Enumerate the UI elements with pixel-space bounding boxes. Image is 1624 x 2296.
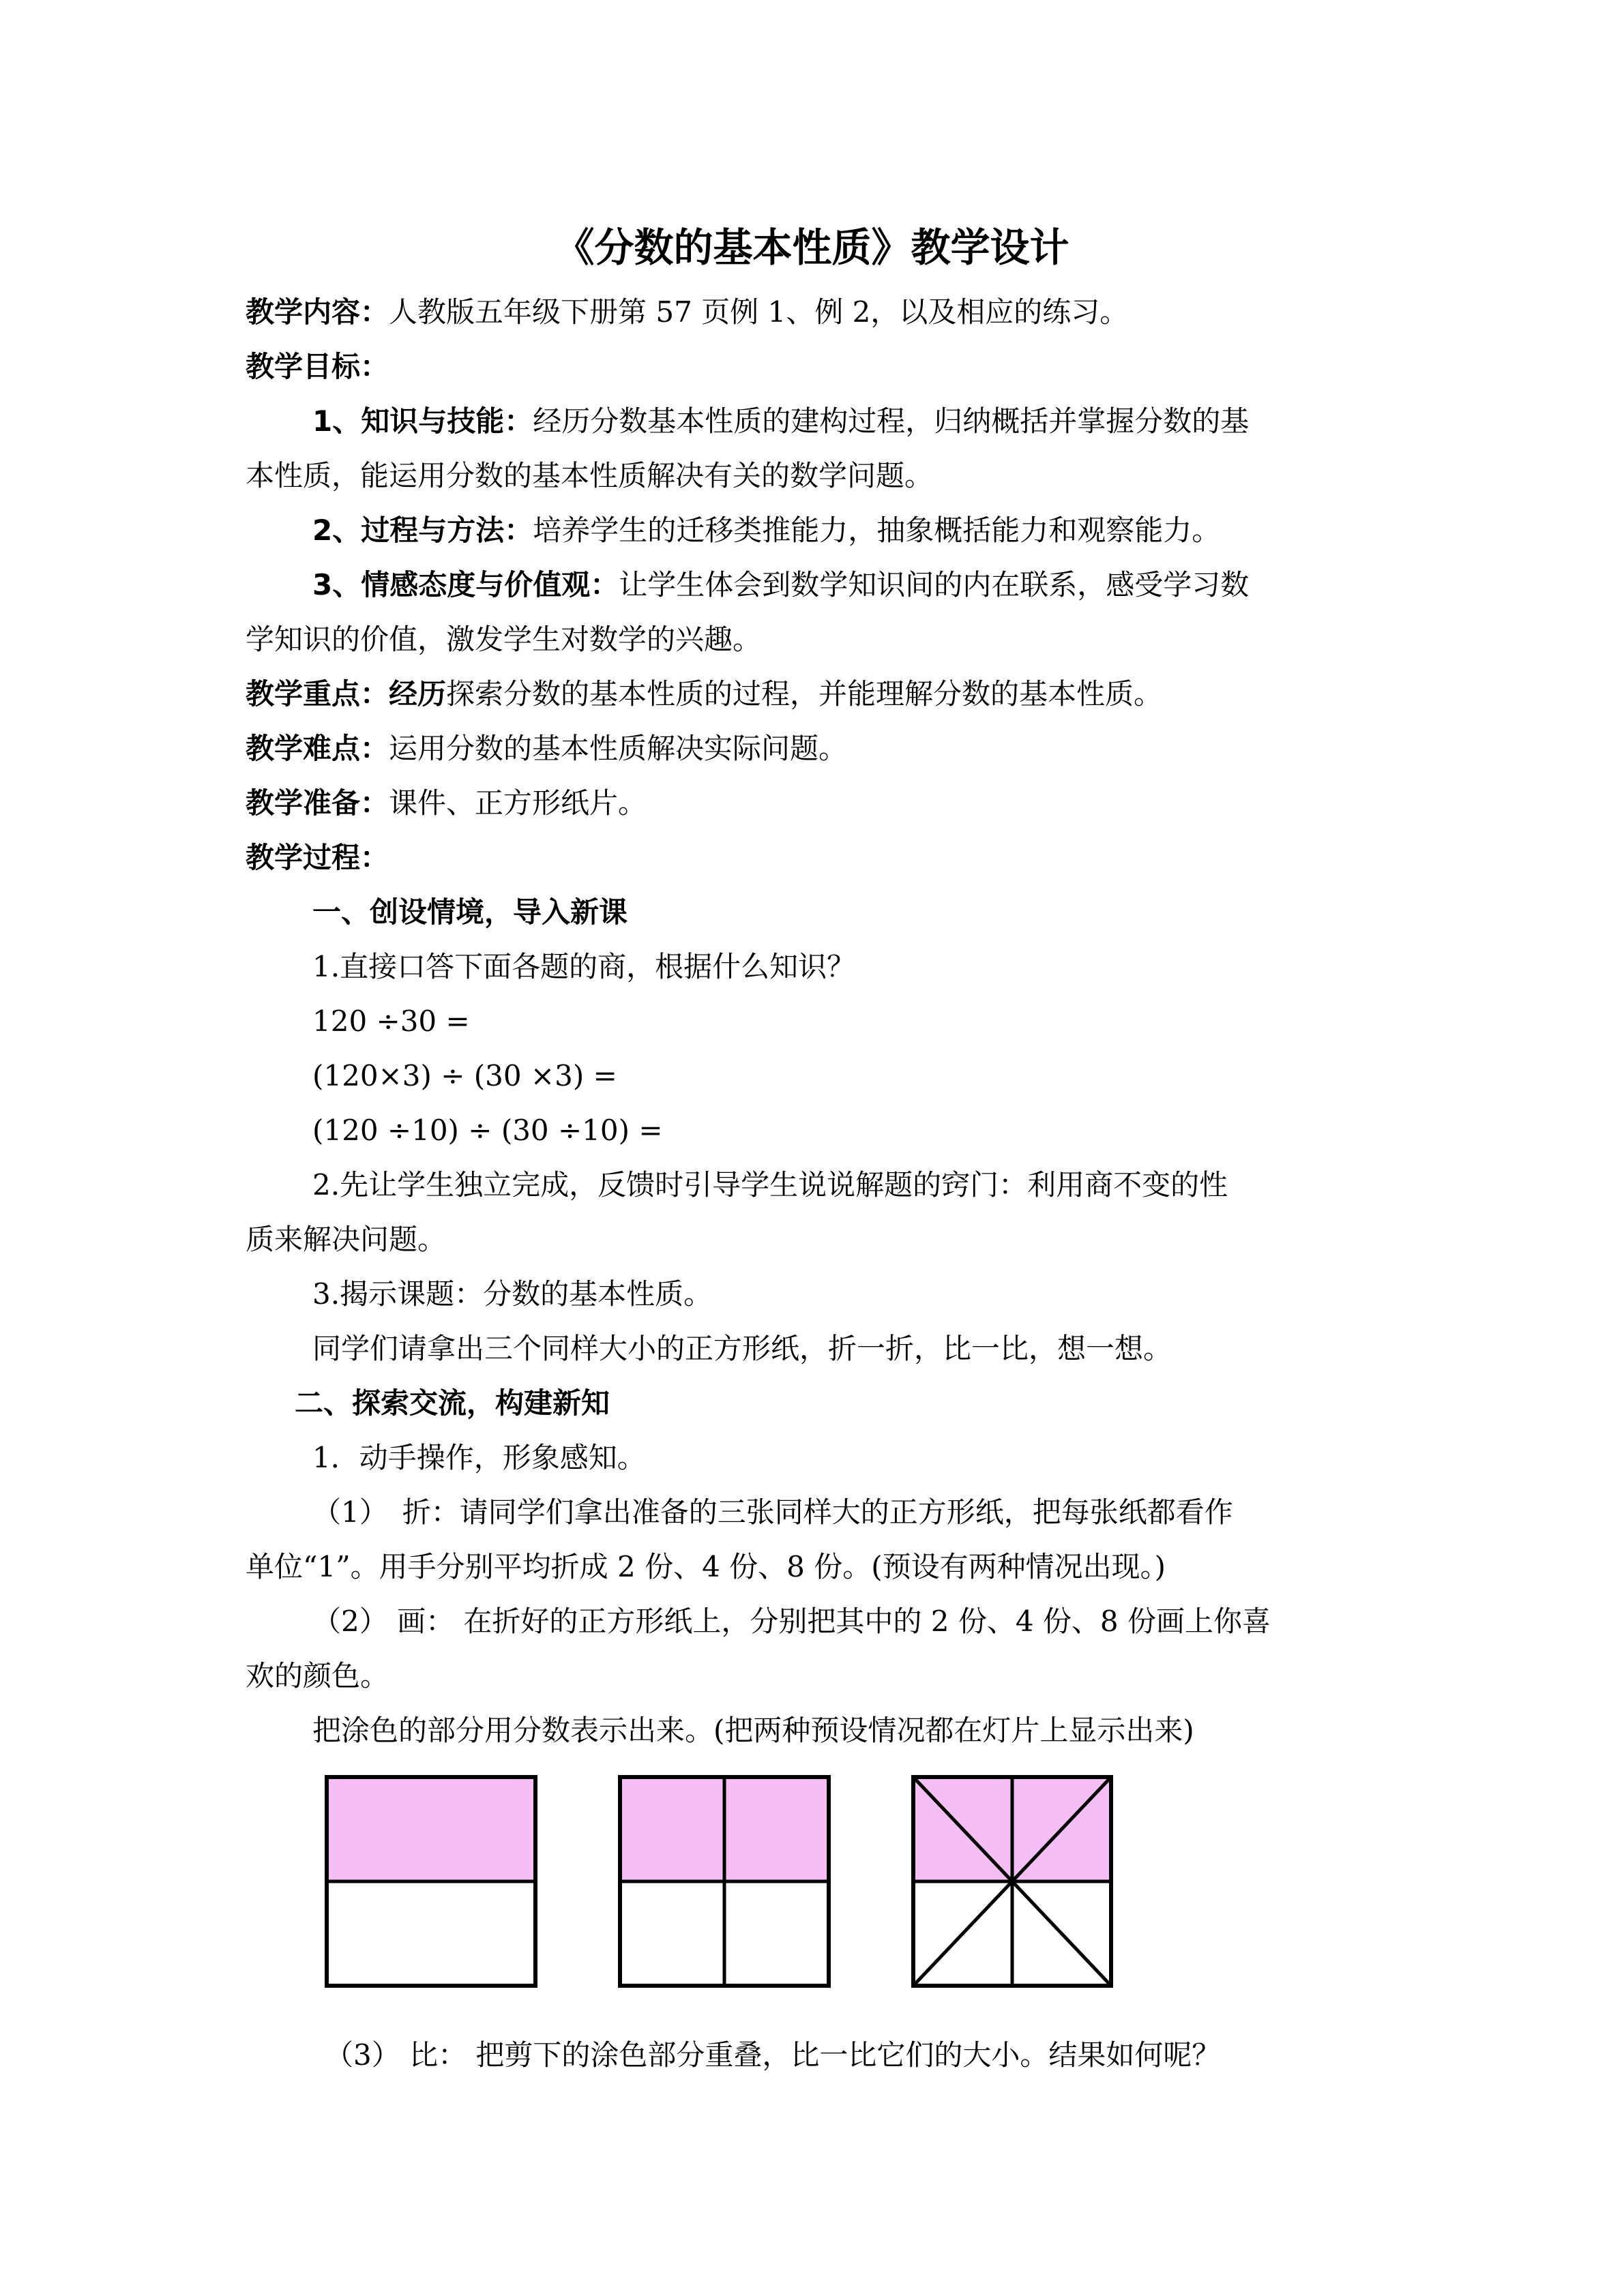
- section1-q3: 3.揭示课题：分数的基本性质。: [312, 1277, 713, 1311]
- section2-fold-b: 单位“1”。用手分别平均折成 2 份、4 份、8 份。(预设有两种情况出现。): [246, 1550, 1166, 1583]
- section1-q1: 1.直接口答下面各题的商，根据什么知识？: [312, 950, 856, 983]
- goal3-line2: 学知识的价值，激发学生对数学的兴趣。: [246, 623, 762, 656]
- content-label: 教学内容：: [246, 295, 389, 329]
- prep-text: 课件、正方形纸片。: [389, 786, 647, 820]
- section2-heading: 二、探索交流，构建新知: [295, 1386, 610, 1420]
- figure-quarters: [618, 1775, 831, 1988]
- section2-draw-b: 欢的颜色。: [246, 1659, 389, 1693]
- section1-eq2: (120×3) ÷ (30 ×3) =: [312, 1059, 617, 1092]
- section2-compare: （3） 比： 把剪下的涂色部分重叠，比一比它们的大小。结果如何呢？: [325, 2038, 1221, 2072]
- halves-shaded-part: [327, 1777, 535, 1881]
- section1-heading: 一、创设情境，导入新课: [312, 895, 628, 929]
- content-text: 人教版五年级下册第 57 页例 1、例 2，以及相应的练习。: [389, 295, 1129, 329]
- section2-draw-a: （2） 画： 在折好的正方形纸上，分别把其中的 2 份、4 份、8 份画上你喜: [312, 1605, 1271, 1638]
- goal1-line1: [312, 402, 1249, 441]
- goal1-text1: 经历分数基本性质的建构过程，归纳概括并掌握分数的基: [533, 404, 1250, 438]
- section2-show: 把涂色的部分用分数表示出来。(把两种预设情况都在灯片上显示出来): [312, 1714, 1194, 1747]
- key-line: [246, 675, 1162, 713]
- figure-halves: [325, 1775, 537, 1988]
- difficulty-label: 教学难点：: [246, 732, 389, 765]
- goal3-line1: [312, 566, 1249, 604]
- prep-line: [246, 784, 647, 822]
- goal2-label: 2、过程与方法：: [312, 513, 533, 547]
- goal1-line2: 本性质，能运用分数的基本性质解决有关的数学问题。: [246, 459, 934, 492]
- goal2-line: [312, 511, 1220, 550]
- page-title: 《分数的基本性质》教学设计: [555, 224, 1069, 271]
- goal3-text1: 让学生体会到数学知识间的内在联系，感受学习数: [619, 568, 1250, 601]
- section1-eq1: 120 ÷30 =: [312, 1004, 470, 1038]
- difficulty-text: 运用分数的基本性质解决实际问题。: [389, 732, 848, 765]
- goal1-label: 1、知识与技能：: [312, 404, 533, 438]
- goal3-label: 3、情感态度与价值观：: [312, 568, 619, 601]
- prep-label: 教学准备：: [246, 786, 389, 820]
- key-label: 教学重点：经历: [246, 677, 447, 711]
- key-text: 探索分数的基本性质的过程，并能理解分数的基本性质。: [446, 677, 1163, 711]
- section2-fold-a: （1） 折：请同学们拿出准备的三张同样大的正方形纸，把每张纸都看作: [312, 1495, 1233, 1529]
- content-line: [246, 293, 1128, 331]
- goals-label: 教学目标：: [246, 350, 389, 383]
- goal2-text: 培养学生的迁移类推能力，抽象概括能力和观察能力。: [533, 513, 1221, 547]
- figure-quarters-svg: [618, 1775, 831, 1988]
- section1-q4: 同学们请拿出三个同样大小的正方形纸，折一折，比一比，想一想。: [312, 1332, 1172, 1365]
- difficulty-line: [246, 730, 847, 768]
- figure-eighths-svg: [911, 1775, 1113, 1988]
- figure-eighths: [911, 1775, 1113, 1988]
- section1-q2b: 质来解决问题。: [246, 1223, 447, 1256]
- figure-halves-svg: [325, 1775, 537, 1988]
- section1-eq3: (120 ÷10) ÷ (30 ÷10) =: [312, 1114, 663, 1147]
- process-label: 教学过程：: [246, 841, 389, 874]
- section1-q2a: 2.先让学生独立完成，反馈时引导学生说说解题的窍门：利用商不变的性: [312, 1168, 1228, 1202]
- section2-s1: 1．动手操作，形象感知。: [312, 1441, 646, 1474]
